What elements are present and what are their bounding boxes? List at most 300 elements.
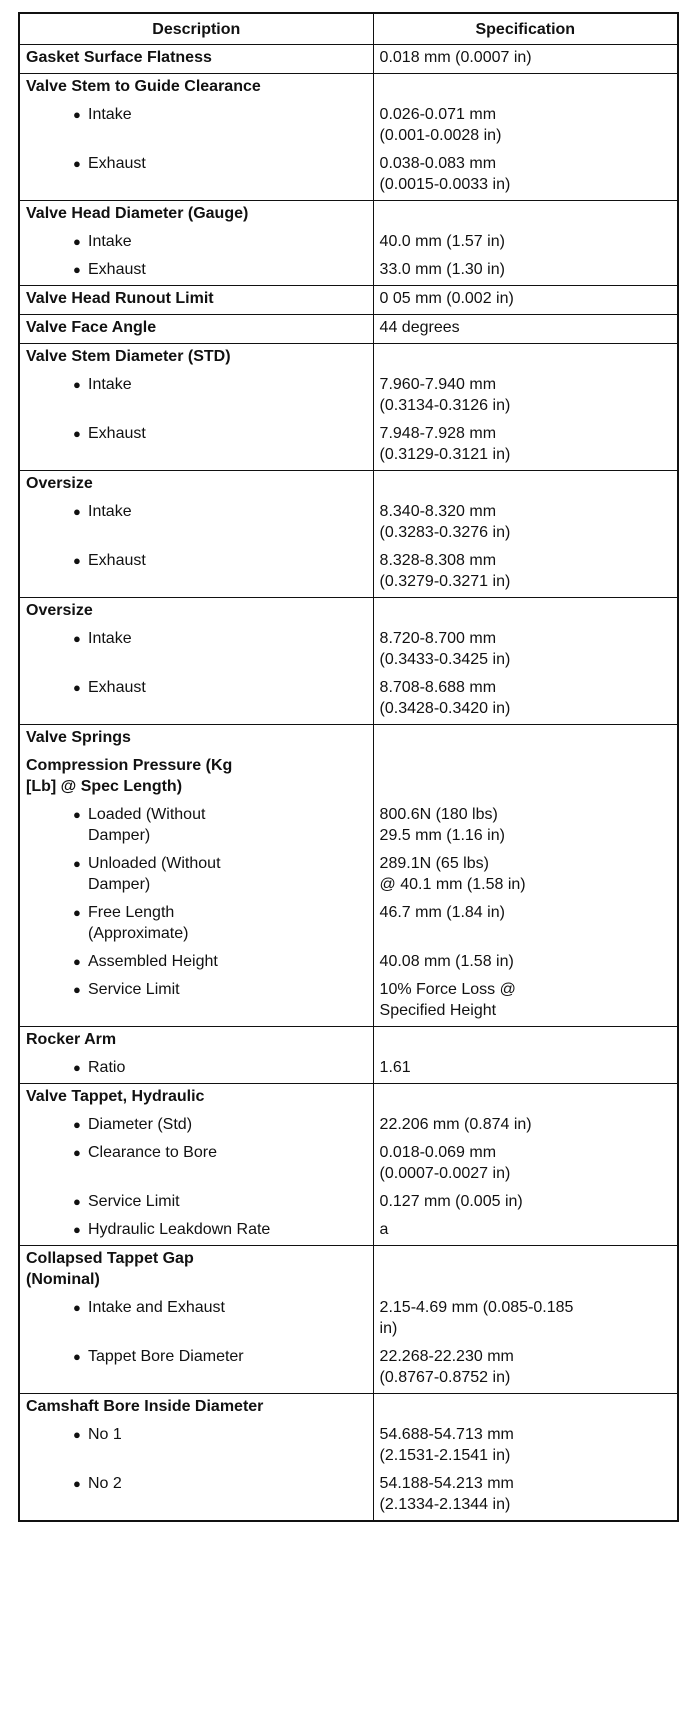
bullet-icon: ● (73, 807, 81, 822)
item-text (73, 979, 369, 1000)
description-cell (19, 977, 373, 1027)
text-line: 10% Force Loss @ (379, 981, 516, 998)
text-line: (Nominal) (26, 1271, 100, 1288)
text-line: Exhaust (88, 552, 146, 569)
cell-text (26, 1086, 369, 1107)
text-line: (Approximate) (88, 925, 189, 942)
description-cell (19, 1140, 373, 1189)
cell-text (380, 423, 671, 465)
text-line: (0.3428-0.3420 in) (379, 700, 511, 717)
specification-cell (373, 802, 678, 851)
description-cell (19, 1422, 373, 1471)
cell-text (26, 47, 369, 68)
cell-text (380, 1114, 671, 1135)
text-line: Service Limit (88, 1193, 180, 1210)
table-row (19, 1055, 678, 1084)
text-line: Unloaded (Without (88, 855, 221, 872)
table-row (19, 1112, 678, 1140)
description-cell (19, 753, 373, 802)
specification-cell (373, 1055, 678, 1084)
cell-text (26, 288, 369, 309)
description-cell (19, 286, 373, 315)
item-text (73, 501, 369, 522)
specification-cell (373, 1189, 678, 1217)
specification-cell (373, 753, 678, 802)
text-line: 40.0 mm (1.57 in) (379, 233, 505, 250)
table-row (19, 1217, 678, 1246)
text-line: Valve Head Diameter (Gauge) (26, 205, 249, 222)
text-line: 0 05 mm (0.002 in) (379, 290, 514, 307)
bullet-icon: ● (73, 553, 81, 568)
cell-text (380, 288, 671, 309)
specification-cell (373, 201, 678, 230)
description-cell (19, 45, 373, 74)
text-line: Oversize (26, 475, 93, 492)
table-row (19, 675, 678, 725)
specification-cell (373, 1112, 678, 1140)
text-line: Intake (88, 630, 132, 647)
description-cell (19, 1295, 373, 1344)
text-line: No 2 (88, 1475, 122, 1492)
specification-cell (373, 626, 678, 675)
cell-text (380, 231, 671, 252)
spec-group (19, 74, 678, 201)
item-text (73, 1473, 369, 1494)
description-cell (19, 344, 373, 373)
cell-text (26, 755, 369, 797)
item-text (73, 677, 369, 698)
cell-text (380, 902, 671, 923)
cell-text (380, 550, 671, 592)
text-line: (0.3129-0.3121 in) (379, 446, 511, 463)
specification-cell (373, 1084, 678, 1113)
description-cell (19, 1189, 373, 1217)
spec-group (19, 598, 678, 725)
cell-text (26, 346, 369, 367)
cell-text (26, 1396, 369, 1417)
specification-cell (373, 499, 678, 548)
cell-text (380, 628, 671, 670)
description-cell (19, 851, 373, 900)
table-row (19, 102, 678, 151)
text-line: in) (379, 1320, 398, 1337)
bullet-icon: ● (73, 1194, 81, 1209)
description-cell (19, 725, 373, 754)
text-line: Compression Pressure (Kg (26, 757, 233, 774)
spec-group (19, 344, 678, 471)
text-line: 0.018 mm (0.0007 in) (379, 49, 532, 66)
group-heading-row (19, 344, 678, 373)
text-line: Free Length (88, 904, 175, 921)
bullet-icon: ● (73, 1349, 81, 1364)
cell-text (26, 473, 369, 494)
table-row (19, 1471, 678, 1521)
cell-text (380, 979, 671, 1021)
description-cell (19, 102, 373, 151)
cell-text (380, 47, 671, 68)
table-row (19, 421, 678, 471)
description-cell (19, 548, 373, 598)
specification-cell (373, 548, 678, 598)
text-line: Collapsed Tappet Gap (26, 1250, 194, 1267)
cell-text (380, 1142, 671, 1184)
text-line: 54.188-54.213 mm (379, 1475, 514, 1492)
item-text (73, 259, 369, 280)
group-heading-row (19, 1246, 678, 1296)
text-line: 7.960-7.940 mm (379, 376, 497, 393)
text-line: 8.720-8.700 mm (379, 630, 497, 647)
specification-cell (373, 977, 678, 1027)
item-text (73, 951, 369, 972)
cell-text (26, 76, 369, 97)
bullet-icon: ● (73, 954, 81, 969)
description-cell (19, 372, 373, 421)
group-heading-row (19, 725, 678, 754)
table-row (19, 900, 678, 949)
text-line: 54.688-54.713 mm (379, 1426, 514, 1443)
text-line: (0.0015-0.0033 in) (379, 176, 511, 193)
table-row (19, 257, 678, 286)
cell-text (26, 600, 369, 621)
bullet-icon: ● (73, 1427, 81, 1442)
text-line: Loaded (Without (88, 806, 206, 823)
description-cell (19, 1055, 373, 1084)
table-row (19, 499, 678, 548)
specification-cell (373, 1471, 678, 1521)
text-line: 2.15-4.69 mm (0.085-0.185 (379, 1299, 574, 1316)
specification-cell (373, 675, 678, 725)
group-heading-row (19, 471, 678, 500)
table-row (19, 1344, 678, 1394)
text-line: Intake (88, 106, 132, 123)
description-cell (19, 900, 373, 949)
text-line: (0.001-0.0028 in) (379, 127, 502, 144)
bullet-icon: ● (73, 631, 81, 646)
text-line: Service Limit (88, 981, 180, 998)
text-line: @ 40.1 mm (1.58 in) (379, 876, 526, 893)
description-cell (19, 201, 373, 230)
description-cell (19, 1471, 373, 1521)
item-text (73, 1219, 369, 1240)
table-row (19, 372, 678, 421)
text-line: 1.61 (379, 1059, 411, 1076)
description-cell (19, 1246, 373, 1296)
table-row (19, 949, 678, 977)
group-heading-row (19, 74, 678, 103)
text-line: Valve Head Runout Limit (26, 290, 214, 307)
text-line: Damper) (88, 876, 151, 893)
specification-cell (373, 102, 678, 151)
item-text (73, 104, 369, 125)
spec-table (18, 12, 679, 1522)
specification-cell (373, 1394, 678, 1423)
table-row (19, 1189, 678, 1217)
specification-cell (373, 949, 678, 977)
bullet-icon: ● (73, 905, 81, 920)
group-heading-row (19, 45, 678, 74)
bullet-icon: ● (73, 1060, 81, 1075)
description-cell (19, 598, 373, 627)
spec-group (19, 45, 678, 74)
bullet-icon: ● (73, 107, 81, 122)
cell-text (380, 951, 671, 972)
table-row (19, 1422, 678, 1471)
cell-text (380, 1191, 671, 1212)
group-heading-row (19, 1027, 678, 1056)
bullet-icon: ● (73, 1145, 81, 1160)
specification-cell (373, 151, 678, 201)
spec-group (19, 286, 678, 315)
description-cell (19, 229, 373, 257)
cell-text (26, 1248, 369, 1290)
cell-text (26, 317, 369, 338)
table-row (19, 151, 678, 201)
table-row (19, 802, 678, 851)
text-line: Clearance to Bore (88, 1144, 217, 1161)
item-text (73, 1191, 369, 1212)
bullet-icon: ● (73, 1300, 81, 1315)
text-line: 0.038-0.083 mm (379, 155, 497, 172)
specification-cell (373, 344, 678, 373)
spec-group (19, 725, 678, 1027)
text-line: Intake (88, 503, 132, 520)
header-row (19, 13, 678, 45)
item-text (73, 153, 369, 174)
item-text (73, 628, 369, 649)
group-heading-row (19, 753, 678, 802)
text-line: (2.1531-2.1541 in) (379, 1447, 511, 1464)
group-heading-row (19, 1394, 678, 1423)
description-cell (19, 499, 373, 548)
text-line: Damper) (88, 827, 151, 844)
text-line: Exhaust (88, 679, 146, 696)
text-line: (0.3283-0.3276 in) (379, 524, 511, 541)
table-row (19, 626, 678, 675)
item-text (73, 853, 369, 895)
text-line: Gasket Surface Flatness (26, 49, 212, 66)
cell-text (380, 1424, 671, 1466)
cell-text (380, 317, 671, 338)
group-heading-row (19, 598, 678, 627)
text-line: 0.127 mm (0.005 in) (379, 1193, 523, 1210)
text-line: 40.08 mm (1.58 in) (379, 953, 514, 970)
text-line: 22.268-22.230 mm (379, 1348, 514, 1365)
specification-cell (373, 286, 678, 315)
description-cell (19, 74, 373, 103)
spec-group (19, 471, 678, 598)
description-cell (19, 151, 373, 201)
specification-cell (373, 315, 678, 344)
description-cell (19, 315, 373, 344)
text-line: Specified Height (379, 1002, 497, 1019)
specification-column-header: Specification (373, 13, 678, 45)
text-line: Valve Stem to Guide Clearance (26, 78, 261, 95)
specification-cell (373, 257, 678, 286)
cell-text (380, 1473, 671, 1515)
item-text (73, 1346, 369, 1367)
table-row (19, 548, 678, 598)
cell-text (26, 727, 369, 748)
table-header (19, 13, 678, 45)
specification-cell (373, 372, 678, 421)
description-cell (19, 1084, 373, 1113)
text-line: 800.6N (180 lbs) (379, 806, 498, 823)
text-line: Oversize (26, 602, 93, 619)
description-cell (19, 1344, 373, 1394)
spec-group (19, 201, 678, 286)
text-line: Exhaust (88, 261, 146, 278)
cell-text (380, 259, 671, 280)
table-row (19, 977, 678, 1027)
bullet-icon: ● (73, 982, 81, 997)
text-line: (0.3134-0.3126 in) (379, 397, 511, 414)
item-text (73, 1142, 369, 1163)
group-heading-row (19, 201, 678, 230)
specification-cell (373, 1140, 678, 1189)
bullet-icon: ● (73, 680, 81, 695)
description-column-header: Description (19, 13, 373, 45)
cell-text (380, 104, 671, 146)
item-text (73, 550, 369, 571)
text-line: Intake and Exhaust (88, 1299, 225, 1316)
text-line: 44 degrees (379, 319, 460, 336)
text-line: (0.0007-0.0027 in) (379, 1165, 511, 1182)
text-line: (2.1334-2.1344 in) (379, 1496, 511, 1513)
specification-cell (373, 1344, 678, 1394)
item-text (73, 374, 369, 395)
text-line: 7.948-7.928 mm (379, 425, 497, 442)
bullet-icon: ● (73, 262, 81, 277)
text-line: (0.3433-0.3425 in) (379, 651, 511, 668)
specification-cell (373, 725, 678, 754)
text-line: 0.018-0.069 mm (379, 1144, 497, 1161)
text-line: Valve Stem Diameter (STD) (26, 348, 231, 365)
spec-group (19, 315, 678, 344)
spec-group (19, 1394, 678, 1522)
cell-text (380, 677, 671, 719)
cell-text (26, 203, 369, 224)
item-text (73, 804, 369, 846)
text-line: Intake (88, 376, 132, 393)
specification-cell (373, 900, 678, 949)
text-line: 29.5 mm (1.16 in) (379, 827, 505, 844)
text-line: a (379, 1221, 389, 1238)
text-line: (0.8767-0.8752 in) (379, 1369, 511, 1386)
cell-text (26, 1029, 369, 1050)
bullet-icon: ● (73, 1222, 81, 1237)
description-cell (19, 1112, 373, 1140)
text-line: Assembled Height (88, 953, 218, 970)
description-cell (19, 471, 373, 500)
specification-cell (373, 229, 678, 257)
item-text (73, 1297, 369, 1318)
text-line: Hydraulic Leakdown Rate (88, 1221, 271, 1238)
text-line: Camshaft Bore Inside Diameter (26, 1398, 264, 1415)
spec-group (19, 1027, 678, 1084)
specification-cell (373, 1295, 678, 1344)
cell-text (380, 804, 671, 846)
cell-text (380, 501, 671, 543)
specification-cell (373, 74, 678, 103)
text-line: 289.1N (65 lbs) (379, 855, 489, 872)
spec-group (19, 1246, 678, 1394)
specification-cell (373, 421, 678, 471)
spec-group (19, 1084, 678, 1246)
bullet-icon: ● (73, 234, 81, 249)
text-line: 0.026-0.071 mm (379, 106, 497, 123)
group-heading-row (19, 1084, 678, 1113)
text-line: 8.340-8.320 mm (379, 503, 497, 520)
description-cell (19, 1027, 373, 1056)
bullet-icon: ● (73, 377, 81, 392)
item-text (73, 902, 369, 944)
text-line: Diameter (Std) (88, 1116, 193, 1133)
specification-cell (373, 1027, 678, 1056)
text-line: 33.0 mm (1.30 in) (379, 261, 505, 278)
text-line: Ratio (88, 1059, 126, 1076)
description-cell (19, 1394, 373, 1423)
table-row (19, 229, 678, 257)
text-line: [Lb] @ Spec Length) (26, 778, 183, 795)
table-row (19, 1295, 678, 1344)
text-line: Intake (88, 233, 132, 250)
bullet-icon: ● (73, 1117, 81, 1132)
specification-cell (373, 1246, 678, 1296)
text-line: 22.206 mm (0.874 in) (379, 1116, 532, 1133)
specification-cell (373, 1422, 678, 1471)
text-line: Exhaust (88, 425, 146, 442)
bullet-icon: ● (73, 426, 81, 441)
cell-text (380, 374, 671, 416)
specification-cell (373, 851, 678, 900)
description-cell (19, 257, 373, 286)
specification-cell (373, 45, 678, 74)
item-text (73, 1114, 369, 1135)
text-line: Valve Springs (26, 729, 131, 746)
text-line: 8.328-8.308 mm (379, 552, 497, 569)
item-text (73, 231, 369, 252)
group-heading-row (19, 286, 678, 315)
item-text (73, 1057, 369, 1078)
description-cell (19, 675, 373, 725)
item-text (73, 423, 369, 444)
bullet-icon: ● (73, 1476, 81, 1491)
item-text (73, 1424, 369, 1445)
cell-text (380, 1346, 671, 1388)
text-line: Rocker Arm (26, 1031, 117, 1048)
cell-text (380, 1057, 671, 1078)
description-cell (19, 802, 373, 851)
text-line: 46.7 mm (1.84 in) (379, 904, 505, 921)
table-row (19, 1140, 678, 1189)
specification-cell (373, 598, 678, 627)
bullet-icon: ● (73, 156, 81, 171)
description-cell (19, 949, 373, 977)
description-cell (19, 1217, 373, 1246)
text-line: Valve Face Angle (26, 319, 157, 336)
description-cell (19, 421, 373, 471)
text-line: (0.3279-0.3271 in) (379, 573, 511, 590)
table-row (19, 851, 678, 900)
text-line: 8.708-8.688 mm (379, 679, 497, 696)
bullet-icon: ● (73, 856, 81, 871)
text-line: Exhaust (88, 155, 146, 172)
cell-text (380, 853, 671, 895)
text-line: Valve Tappet, Hydraulic (26, 1088, 205, 1105)
description-cell (19, 626, 373, 675)
group-heading-row (19, 315, 678, 344)
specification-cell (373, 471, 678, 500)
